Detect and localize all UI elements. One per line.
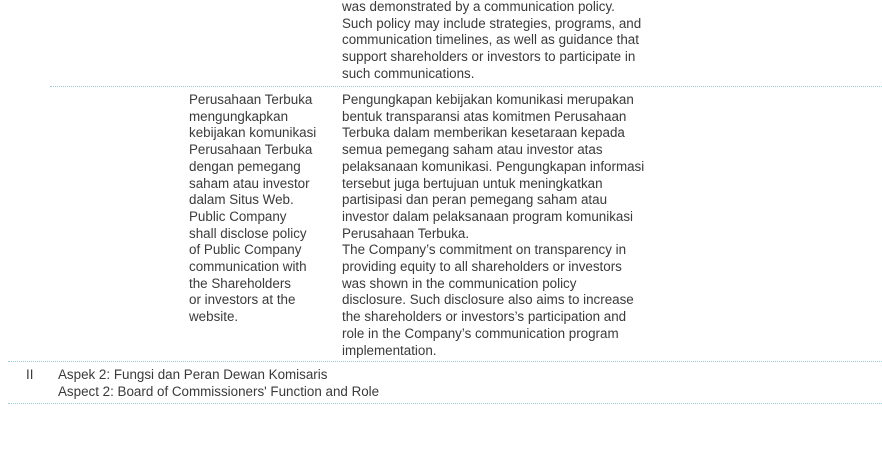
text-line: Pengungkapan kebijakan komunikasi merupakan [342,92,634,107]
text-line: Public Company [189,208,287,224]
text-line: dengan pemegang [189,158,301,174]
aspect-number: II [26,367,34,382]
text-line: saham atau investor [189,175,310,191]
aspect-title-en: Aspect 2: Board of Commissioners' Function and Role [58,383,380,399]
text-line: implementation. [342,342,437,358]
aspect-heading [58,367,558,400]
text-line: investor dalam pelaksanaan program komunikasi [342,208,634,224]
text-line: providing equity to all shareholders or investors [342,259,622,275]
text-line: disclosure. Such disclosure also aims to increase [342,292,634,308]
text-line: Such policy may include strategies, programs, and [342,15,642,31]
text-line: was demonstrated by a communication policy. [342,0,615,14]
explanation-continuation [342,0,672,83]
aspect-title-id: Aspek 2: Fungsi dan Peran Dewan Komisaris [58,367,328,382]
text-line: the shareholders or investors’s participation and [342,309,627,325]
text-line: bentuk transparansi atas komitmen Perusahaan [342,108,627,124]
row-divider [8,403,882,404]
principle-cell [189,92,334,326]
text-line: shall disclose policy [189,225,307,241]
text-line: semua pemegang saham atau investor atas [342,142,603,158]
text-line: Perusahaan Terbuka [189,142,313,158]
text-line: of Public Company [189,242,302,258]
text-line: communication timelines, as well as guidance that [342,32,639,48]
text-line: or investors at the [189,292,296,308]
text-line: Terbuka dalam memberikan kesetaraan kepada [342,125,625,141]
text-line: such communications. [342,65,475,81]
text-line: partisipasi dan peran pemegang saham atau [342,192,608,208]
text-line: kebijakan komunikasi [189,125,317,141]
text-line: website. [189,309,239,325]
explanation-cell [342,92,672,359]
text-line: support shareholders or investors to participate in [342,49,636,65]
row-divider [50,86,882,87]
row-divider [8,361,882,362]
text-line: Perusahaan Terbuka. [342,225,470,241]
text-line: dalam Situs Web. [189,192,294,208]
text-line: role in the Company’s communication program [342,325,619,341]
text-line: The Company’s commitment on transparency in [342,242,627,258]
text-line: Perusahaan Terbuka [189,92,313,107]
text-line: pelaksanaan komunikasi. Pengungkapan informasi [342,158,645,174]
text-line: mengungkapkan [189,108,289,124]
text-line: was shown in the communication policy [342,275,577,291]
text-line: the Shareholders [189,275,291,291]
text-line: communication with [189,259,307,275]
text-line: tersebut juga bertujuan untuk meningkatkan [342,175,603,191]
